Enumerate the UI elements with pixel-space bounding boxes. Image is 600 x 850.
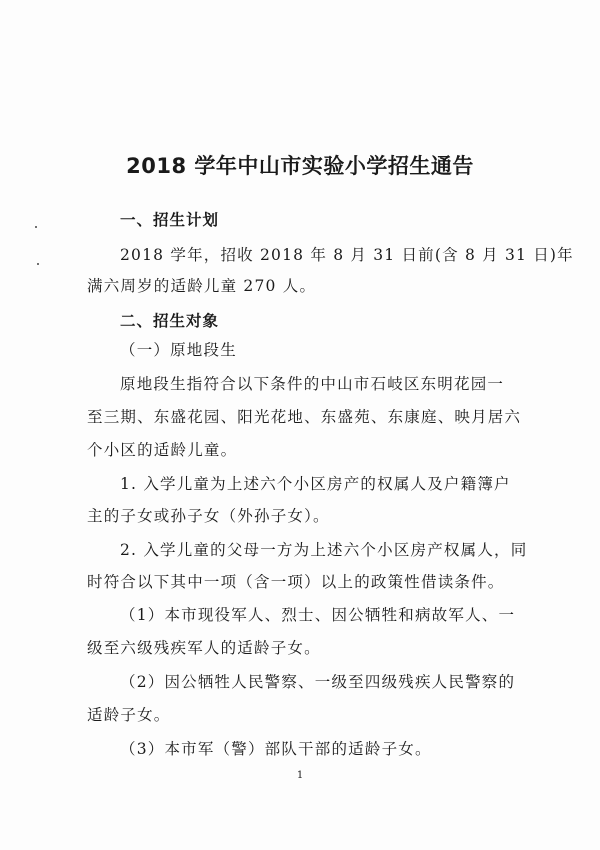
condition-line: （3）本市军（警）部队干部的适龄子女。 xyxy=(120,740,432,758)
condition-line: （1）本市现役军人、烈士、因公牺牲和病故军人、一 xyxy=(120,606,516,624)
section-heading-plan: 一、招生计划 xyxy=(120,211,220,229)
paragraph-line: 满六周岁的适龄儿童 270 人。 xyxy=(87,277,317,295)
list-item-line: 主的子女或孙子女（外孙子女）。 xyxy=(87,507,330,525)
list-item-line: 1. 入学儿童为上述六个小区房产的权属人及户籍簿户 xyxy=(120,475,511,493)
paragraph-line: 个小区的适龄儿童。 xyxy=(87,441,238,459)
paragraph-line: 原地段生指符合以下条件的中山市石岐区东明花园一 xyxy=(120,375,505,393)
paragraph-line: 至三期、东盛花园、阳光花地、东盛苑、东康庭、映月居六 xyxy=(87,408,522,426)
page-number: 1 xyxy=(296,770,304,781)
list-item-line: 时符合以下其中一项（含一项）以上的政策性借读条件。 xyxy=(87,573,505,591)
section-heading-target: 二、招生对象 xyxy=(120,312,220,330)
list-item-line: 2. 入学儿童的父母一方为上述六个小区房产权属人，同 xyxy=(120,541,528,559)
scan-speck xyxy=(35,226,37,228)
condition-line: （2）因公牺牲人民警察、一级至四级残疾人民警察的 xyxy=(120,673,516,691)
subsection-heading: （一）原地段生 xyxy=(120,341,237,359)
condition-line: 级至六级残疾军人的适龄子女。 xyxy=(87,639,321,657)
paragraph-line: 2018 学年，招收 2018 年 8 月 31 日前(含 8 月 31 日)年 xyxy=(120,246,574,264)
condition-line: 适龄子女。 xyxy=(87,706,171,724)
document-title: 2018 学年中山市实验小学招生通告 xyxy=(126,154,474,178)
scan-speck xyxy=(37,263,39,265)
